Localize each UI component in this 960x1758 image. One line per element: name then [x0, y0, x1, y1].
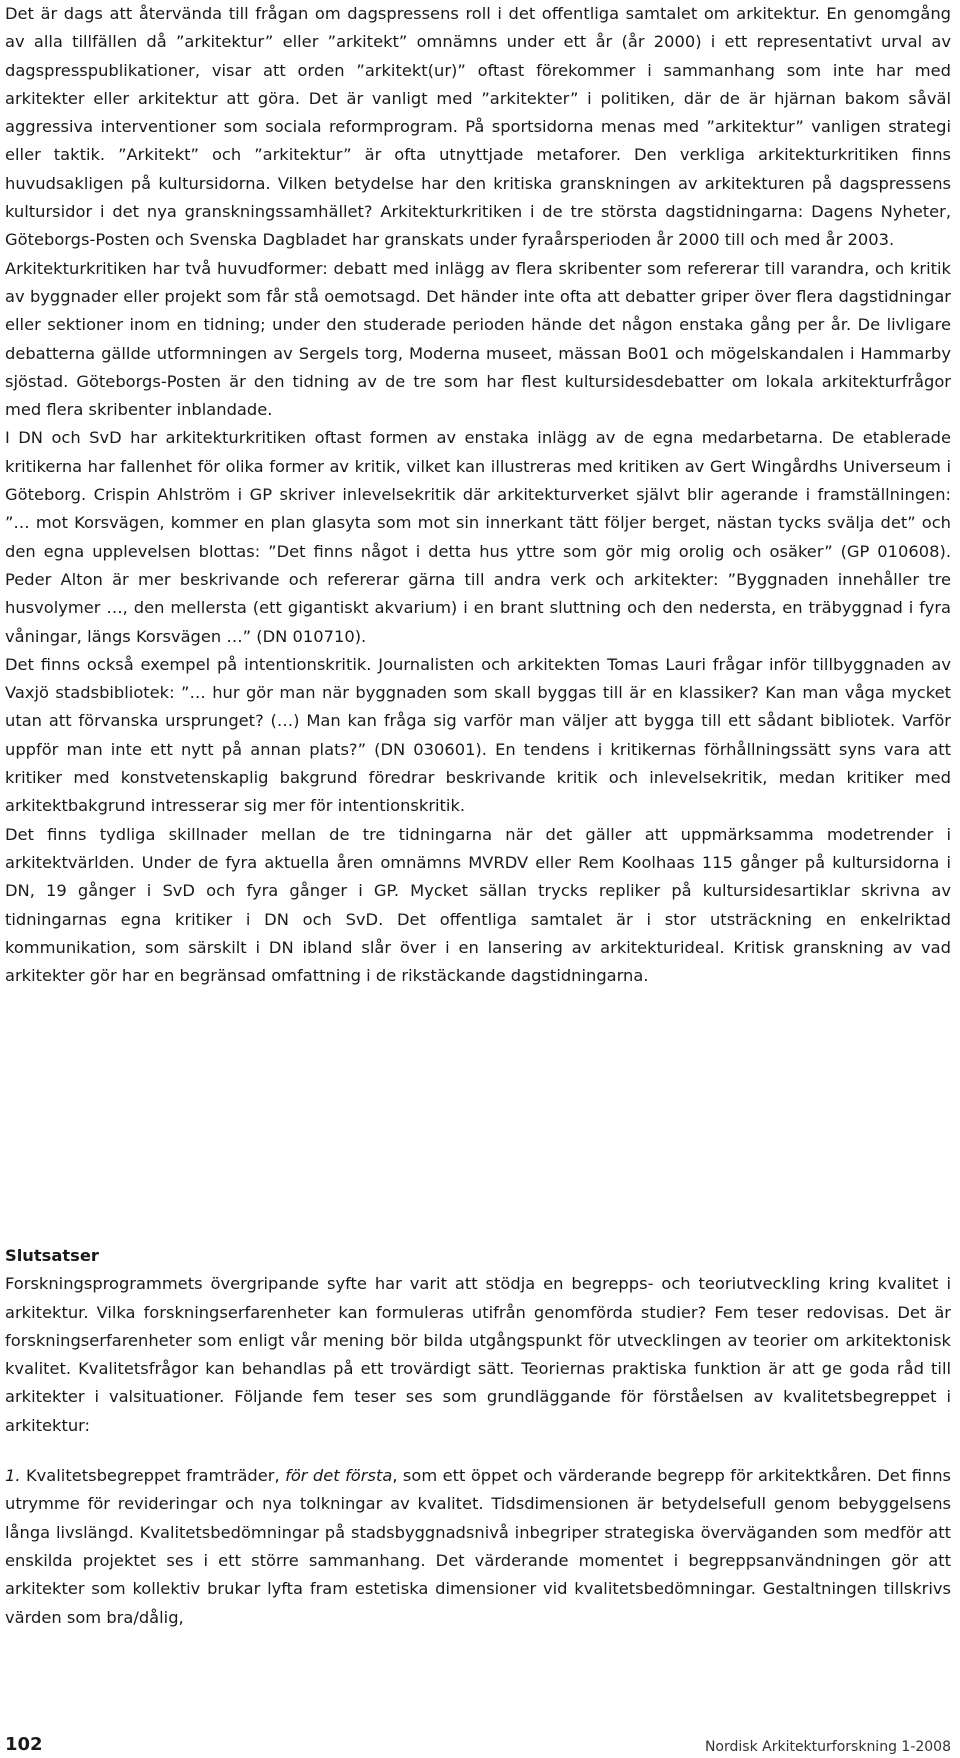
conclusions-section	[5, 1242, 951, 1632]
spacer	[5, 1440, 951, 1462]
thesis-item-1	[5, 1462, 951, 1632]
paragraph-1: Det är dags att återvända till frågan om dagspressens roll i det offentliga samtalet om arkitektur. En genomgång av alla tillfällen då ”arkitektur” eller ”arkitekt” omnämns under ett år (år 2000) i ett representativt urval av dagspresspublikationer, visar att orden ”arkitekt(ur)” oftast förekommer i sammanhang som inte har med arkitekter eller arkitektur att göra. Det är vanligt med ”arkitekter” i politiken, där de är hjärnan bakom såväl aggressiva interventioner som sociala reformprogram. På sportsidorna menas med ”arkitektur” vanligen strategi eller taktik. ”Arkitekt” och ”arkitektur” är ofta utnyttjade metaforer. Den verkliga arkitekturkritiken finns huvudsakligen på kultursidorna. Vilken betydelse har den kritiska granskningen av arkitekturen på dagspressens kultursidor i det nya granskningssamhället? Arkitekturkritiken i de tre största dagstidningarna: Dagens Nyheter, Göteborgs-Posten och Svenska Dagbladet har granskats under fyraårsperioden år 2000 till och med år 2003.	[5, 4, 951, 250]
article-body	[5, 0, 951, 990]
thesis-rest: , som ett öppet och värderande begrepp för arkitektkåren. Det finns utrymme för revideringar och nya tolkningar av kvalitet. Tidsdimensionen är betydelsefull genom bebyggelsens långa livslängd. Kvalitetsbedömningar på stadsbyggnadsnivå inbegriper strategiska överväganden som medför att enskilda projektet ses i ett större sammanhang. Det värderande momentet i begreppsanvändningen gör att arkitekter som kollektiv brukar lyfta fram estetiska dimensioner vid kvalitetsbedömningar. Gestaltningen tillskrivs värden som bra/dålig,	[5, 1466, 952, 1627]
section-intro: Forskningsprogrammets övergripande syfte har varit att stödja en begrepps- och teoriutveckling kring kvalitet i arkitektur. Vilka forskningserfarenheter kan formuleras utifrån genomförda studier? Fem teser redovisas. Det är forskningserfarenheter som enligt vår mening bör bilda utgångspunkt för utvecklingen av teorier om arkitektonisk kvalitet. Kvalitetsfrågor kan behandlas på ett trovärdigt sätt. Teoriernas praktiska funktion är att ge goda råd till arkitekter i valsituationer. Följande fem teser ses som grundläggande för förståelsen av kvalitetsbegreppet i arkitektur:	[5, 1274, 951, 1435]
paragraph-3: I DN och SvD har arkitekturkritiken oftast formen av enstaka inlägg av de egna medarbetarna. De etablerade kritikerna har fallenhet för olika former av kritik, vilket kan illustreras med kritiken av Gert Wingårdhs Universeum i Göteborg. Crispin Ahlström i GP skriver inlevelsekritik där arkitekturverket självt blir agerande i framställningen: ”… mot Korsvägen, kommer en plan glasyta som mot sin innerkant tätt följer berget, nästan tycks svälja det” och den egna upplevelsen blottas: ”Det finns något i detta hus yttre som gör mig orolig och osäker” (GP 010608). Peder Alton är mer beskrivande och refererar gärna till andra verk och arkitekter: ”Byggnaden innehåller tre husvolymer …, den mellersta (ett gigantiskt akvarium) i en brant sluttning och den nedersta, en träbyggnad i fyra våningar, längs Korsvägen …” (DN 010710).	[5, 428, 951, 646]
section-heading: Slutsatser	[5, 1246, 99, 1265]
thesis-number: 1.	[5, 1466, 21, 1486]
paragraph-4: Det finns också exempel på intentionskritik. Journalisten och arkitekten Tomas Lauri frågar inför tillbyggnaden av Vaxjö stadsbibliotek: ”… hur gör man när byggnaden som skall byggas till är en klassiker? Kan man våga mycket utan att förvanska ursprunget? (…) Man kan fråga sig varför man väljer att bygga till ett sådant bibliotek. Varför uppför man inte ett nytt på annan plats?” (DN 030601). En tendens i kritikernas förhållningssätt syns vara att kritiker med konstvetenskaplig bakgrund föredrar beskrivande kritik och inlevelsekritik, medan kritiker med arkitektbakgrund intresserar sig mer för intentionskritik.	[5, 654, 951, 816]
page-number: 102	[5, 1734, 43, 1755]
thesis-emphasis: för det första	[285, 1466, 393, 1486]
paragraph-2: Arkitekturkritiken har två huvudformer: debatt med inlägg av flera skribenter som refererar till varandra, och kritik av byggnader eller projekt som får stå oemotsagd. Det händer inte ofta att debatter griper över flera dagstidningar eller sektioner inom en tidning; under den studerade perioden hände det någon enstaka gång per år. De livligare debatterna gällde utformningen av Sergels torg, Moderna museet, mässan Bo01 och mögelskandalen i Hammarby sjöstad. Göteborgs-Posten är den tidning av de tre som har flest kultursidesdebatter om lokala arkitekturfrågor med flera skribenter inblandade.	[5, 258, 951, 420]
paragraph-5: Det finns tydliga skillnader mellan de tre tidningarna när det gäller att uppmärksamma modetrender i arkitektvärlden. Under de fyra aktuella åren omnämns MVRDV eller Rem Koolhaas 115 gånger på kultursidorna i DN, 19 gånger i SvD och fyra gånger i GP. Mycket sällan trycks repliker på kultursidesartiklar skrivna av tidningarnas egna kritiker i DN och SvD. Det offentliga samtalet är i stor utsträckning en enkelriktad kommunikation, som särskilt i DN ibland slår över i en lansering av arkitekturideal. Kritisk granskning av vad arkitekter gör har en begränsad omfattning i de rikstäckande dagstidningarna.	[5, 824, 951, 986]
thesis-lead: Kvalitetsbegreppet framträder,	[25, 1466, 280, 1486]
journal-name: Nordisk Arkitekturforskning 1-2008	[704, 1739, 951, 1755]
